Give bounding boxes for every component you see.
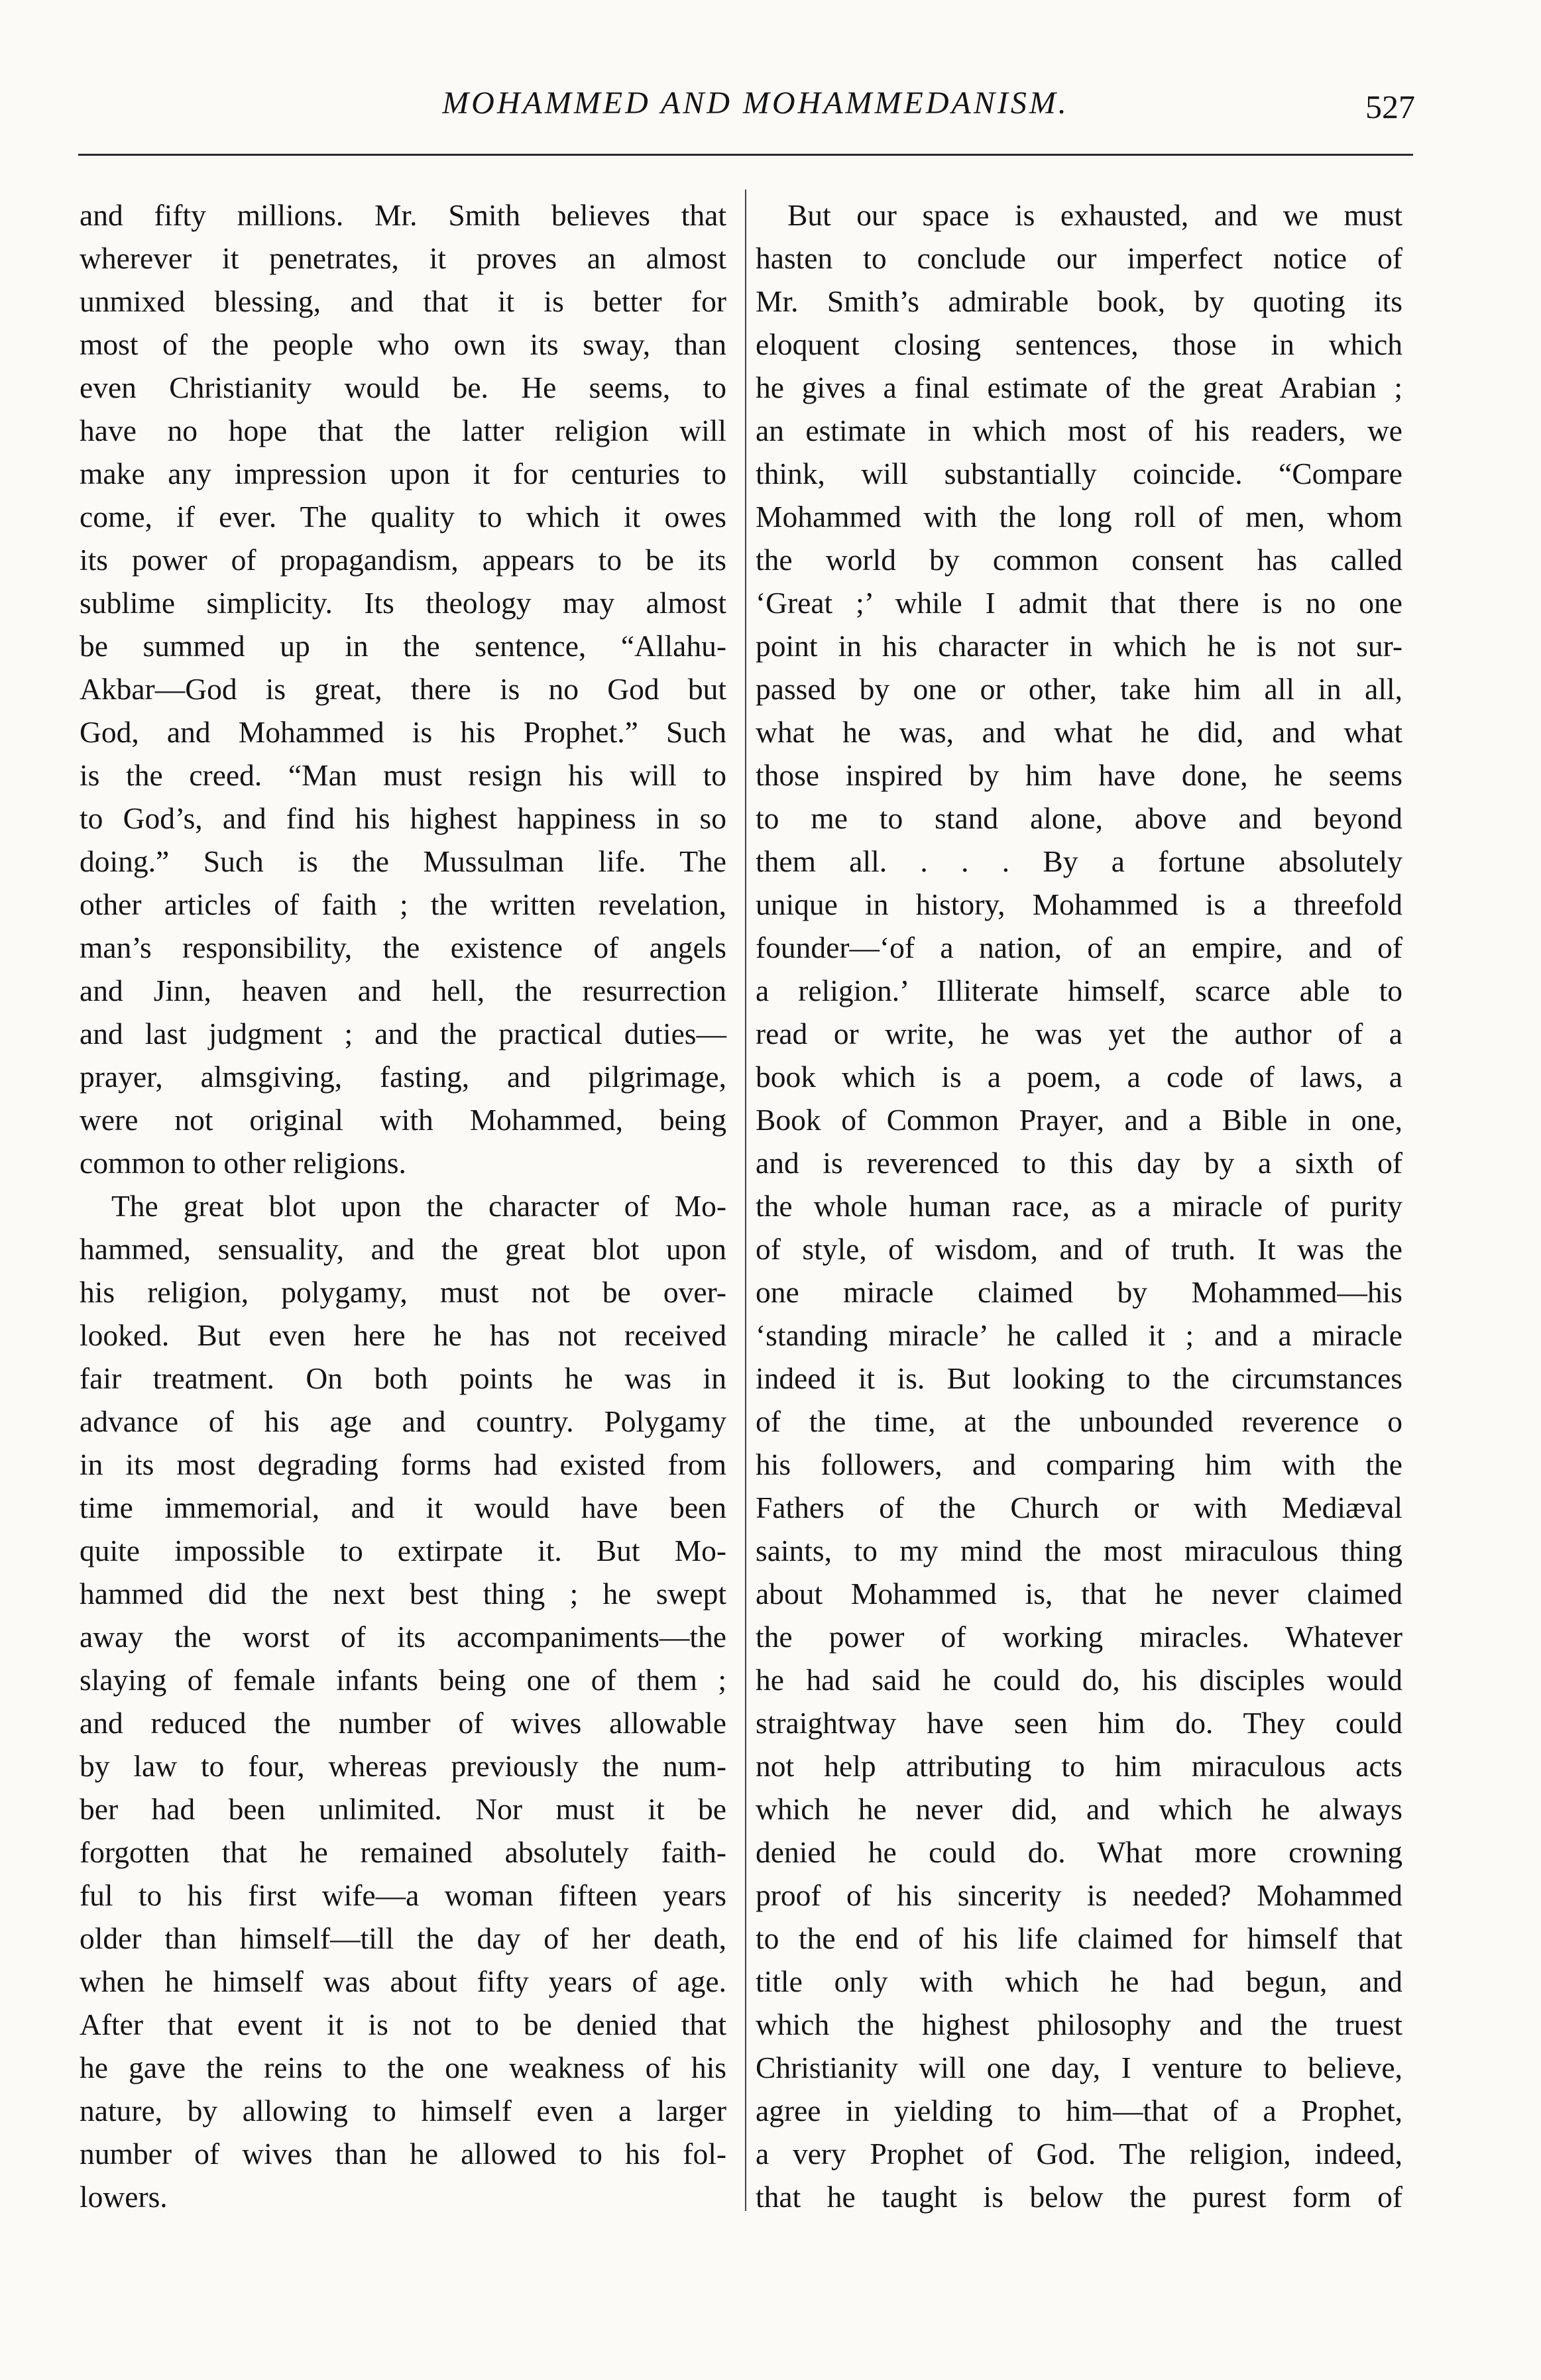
text-line: and last judgment ; and the practical duties— [80,1017,726,1050]
text-line: Akbar—God is great, there is no God but [80,672,726,706]
text-line: its power of propagandism, appears to be its [80,543,726,577]
text-line: saints, to my mind the most miraculous thing [756,1534,1402,1567]
text-line: most of the people who own its sway, than [80,327,726,361]
text-line: even Christianity would be. He seems, to [80,370,726,404]
text-line: which he never did, and which he always [756,1792,1402,1826]
text-line: have no hope that the latter religion will [80,414,726,447]
right-column [756,194,1402,2218]
text-line: to me to stand alone, above and beyond [756,801,1402,835]
text-line: by law to four, whereas previously the num- [80,1749,726,1783]
text-line: Mohammed with the long roll of men, whom [756,500,1402,534]
text-line: doing.” Such is the Mussulman life. The [80,844,726,878]
text-line: those inspired by him have done, he seems [756,758,1402,792]
text-line: lowers. [80,2180,168,2214]
text-line: not help attributing to him miraculous acts [756,1749,1402,1783]
text-line: he had said he could do, his disciples would [756,1663,1402,1697]
text-line: his followers, and comparing him with the [756,1447,1402,1481]
text-line: indeed it is. But looking to the circumstances [756,1361,1402,1395]
text-line: an estimate in which most of his readers, we [756,414,1402,447]
text-line: the power of working miracles. Whatever [756,1620,1402,1654]
text-line: advance of his age and country. Polygamy [80,1404,726,1438]
left-column [80,194,726,2218]
text-line: other articles of faith ; the written revelation, [80,887,726,921]
text-line: slaying of female infants being one of them ; [80,1663,726,1697]
text-line: forgotten that he remained absolutely faith- [80,1835,726,1869]
text-line: straightway have seen him do. They could [756,1706,1402,1740]
text-line: God, and Mohammed is his Prophet.” Such [80,715,726,749]
text-line: which the highest philosophy and the truest [756,2008,1402,2041]
text-line: hammed did the next best thing ; he swept [80,1577,726,1611]
text-line: man’s responsibility, the existence of angels [80,931,726,964]
running-title: MOHAMMED AND MOHAMMEDANISM. [442,85,1069,121]
text-line: of the time, at the unbounded reverence o [756,1404,1402,1438]
text-line: read or write, he was yet the author of a [756,1017,1402,1050]
text-line: wherever it penetrates, it proves an almost [80,241,726,275]
text-line: of style, of wisdom, and of truth. It was the [756,1232,1402,1266]
text-line: older than himself—till the day of her death, [80,1921,726,1955]
text-line: to the end of his life claimed for himself that [756,1921,1402,1955]
text-line: and reduced the number of wives allowable [80,1706,726,1740]
text-line: quite impossible to extirpate it. But Mo- [80,1534,726,1567]
text-line: After that event it is not to be denied that [80,2008,726,2041]
text-line: founder—‘of a nation, of an empire, and of [756,931,1402,964]
text-line: and Jinn, heaven and hell, the resurrection [80,974,726,1007]
text-line: sublime simplicity. Its theology may almost [80,586,726,620]
text-line: were not original with Mohammed, being [80,1103,726,1137]
text-line: a religion.’ Illiterate himself, scarce able to [756,974,1402,1007]
text-line: looked. But even here he has not received [80,1318,726,1352]
text-line: denied he could do. What more crowning [756,1835,1402,1869]
text-line: time immemorial, and it would have been [80,1491,726,1524]
text-line: number of wives than he allowed to his fol- [80,2137,726,2171]
text-line: come, if ever. The quality to which it owes [80,500,726,534]
text-line: agree in yielding to him—that of a Prophet, [756,2094,1402,2127]
text-line: common to other religions. [80,1146,406,1180]
text-line: to God’s, and find his highest happiness in so [80,801,726,835]
text-line: But our space is exhausted, and we must [787,198,1402,232]
running-head [0,85,1541,144]
text-line: a very Prophet of God. The religion, indeed, [756,2137,1402,2171]
text-line: hammed, sensuality, and the great blot upon [80,1232,726,1266]
text-line: Mr. Smith’s admirable book, by quoting its [756,284,1402,318]
text-line: them all. . . . By a fortune absolutely [756,844,1402,878]
header-rule [78,154,1413,156]
text-line: in its most degrading forms had existed from [80,1447,726,1481]
text-line: and is reverenced to this day by a sixth of [756,1146,1402,1180]
text-line: he gives a final estimate of the great Arabian ; [756,370,1402,404]
text-line: hasten to conclude our imperfect notice of [756,241,1402,275]
text-line: one miracle claimed by Mohammed—his [756,1275,1402,1309]
text-line: title only with which he had begun, and [756,1964,1402,1998]
text-line: eloquent closing sentences, those in which [756,327,1402,361]
text-line: passed by one or other, take him all in all, [756,672,1402,706]
text-line: he gave the reins to the one weakness of his [80,2051,726,2084]
text-line: book which is a poem, a code of laws, a [756,1060,1402,1094]
text-line: proof of his sincerity is needed? Mohammed [756,1878,1402,1912]
text-line: ber had been unlimited. Nor must it be [80,1792,726,1826]
text-line: Christianity will one day, I venture to believe, [756,2051,1402,2084]
text-line: the world by common consent has called [756,543,1402,577]
text-line: his religion, polygamy, must not be over- [80,1275,726,1309]
text-line: unique in history, Mohammed is a threefold [756,887,1402,921]
text-line: unmixed blessing, and that it is better for [80,284,726,318]
text-line: ‘standing miracle’ he called it ; and a miracle [756,1318,1402,1352]
text-line: Fathers of the Church or with Mediæval [756,1491,1402,1524]
text-line: The great blot upon the character of Mo- [111,1189,726,1223]
text-line: what he was, and what he did, and what [756,715,1402,749]
text-line: about Mohammed is, that he never claimed [756,1577,1402,1611]
text-line: that he taught is below the purest form of [756,2180,1402,2214]
text-line: fair treatment. On both points he was in [80,1361,726,1395]
text-line: think, will substantially coincide. “Compare [756,457,1402,490]
text-line: the whole human race, as a miracle of purity [756,1189,1402,1223]
text-line: ful to his first wife—a woman fifteen years [80,1878,726,1912]
page-number: 527 [1365,88,1415,125]
column-divider [745,190,746,2211]
text-line: is the creed. “Man must resign his will to [80,758,726,792]
text-line: and fifty millions. Mr. Smith believes that [80,198,726,232]
text-line: prayer, almsgiving, fasting, and pilgrimage, [80,1060,726,1094]
text-line: nature, by allowing to himself even a larger [80,2094,726,2127]
text-line: point in his character in which he is not sur- [756,629,1402,663]
text-line: ‘Great ;’ while I admit that there is no one [756,586,1402,620]
text-line: away the worst of its accompaniments—the [80,1620,726,1654]
text-line: when he himself was about fifty years of age. [80,1964,726,1998]
text-line: Book of Common Prayer, and a Bible in one, [756,1103,1402,1137]
text-line: make any impression upon it for centuries to [80,457,726,490]
text-line: be summed up in the sentence, “Allahu- [80,629,726,663]
